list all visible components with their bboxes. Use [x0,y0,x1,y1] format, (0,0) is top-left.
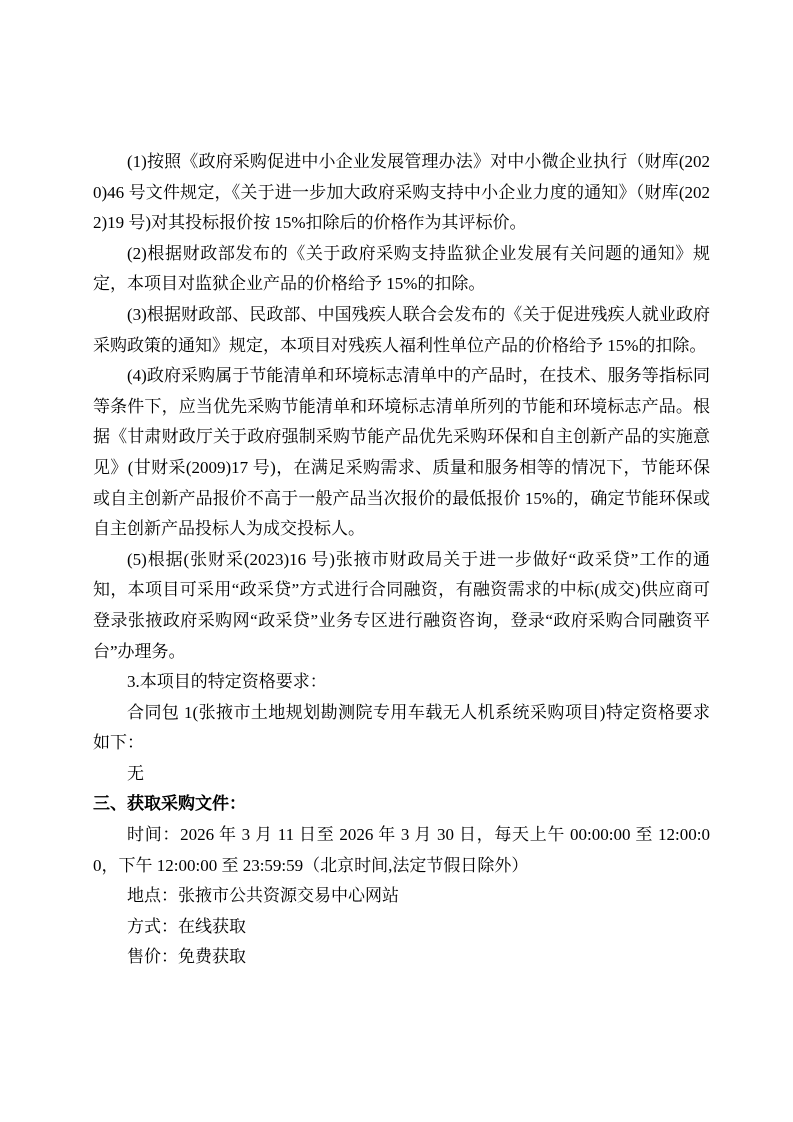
paragraph-policy-energy-environment: (4)政府采购属于节能清单和环境标志清单中的产品时，在技术、服务等指标同等条件下，应当优先采购节能清单和环境标志清单所列的节能和环境标志产品。根据《甘肃财政厅关于政府强制采购节能产品优先采购环保和自主创新产品的实施意见》(甘财采(2009)17 号)，在满足采购需求、质量和服务相等的情况下，节能环保或自主创新产品报价不高于一般产品当次报价的最低报价 15%的，确定节能环保或自主创新产品投标人为成交投标人。 [93,366,710,539]
paragraph-contract-package-1: 合同包 1(张掖市土地规划勘测院专用车载无人机系统采购项目)特定资格要求如下： [93,702,710,753]
paragraph-policy-smb-deduction: (1)按照《政府采购促进中小企业发展管理办法》对中小微企业执行（财库(2020)46 号文件规定，《关于进一步加大政府采购支持中小企业力度的通知》（财库(2022)19 号)对其投标报价按 15%扣除后的价格作为其评标价。 [93,152,710,233]
paragraph-price: 售价：免费获取 [127,947,246,967]
paragraph-policy-disabled-welfare: (3)根据财政部、民政部、中国残疾人联合会发布的《关于促进残疾人就业政府采购政策的通知》规定，本项目对残疾人福利性单位产品的价格给予 15%的扣除。 [93,304,710,355]
paragraph-time: 时间：2026 年 3 月 11 日至 2026 年 3 月 30 日，每天上午 00:00:00 至 12:00:00，下午 12:00:00 至 23:59:59（北京时间,法定节假日除外） [93,825,710,875]
paragraph-location: 地点：张掖市公共资源交易中心网站 [127,886,399,906]
paragraph-none: 无 [127,763,144,783]
paragraph-specific-qualification-intro: 3.本项目的特定资格要求： [127,672,327,692]
paragraph-method: 方式：在线获取 [127,916,246,936]
section-heading-obtain-procurement-documents: 三、获取采购文件： [93,794,246,814]
paragraph-policy-prison-enterprise: (2)根据财政部发布的《关于政府采购支持监狱企业发展有关问题的通知》规定，本项目对监狱企业产品的价格给予 15%的扣除。 [93,243,710,294]
paragraph-policy-zhengcaidai-financing: (5)根据(张财采(2023)16 号)张掖市财政局关于进一步做好“政采贷”工作的通知，本项目可采用“政采贷”方式进行合同融资，有融资需求的中标(成交)供应商可登录张掖政府采购网“政采贷”业务专区进行融资咨询，登录“政府采购合同融资平台”办理务。 [93,549,710,661]
